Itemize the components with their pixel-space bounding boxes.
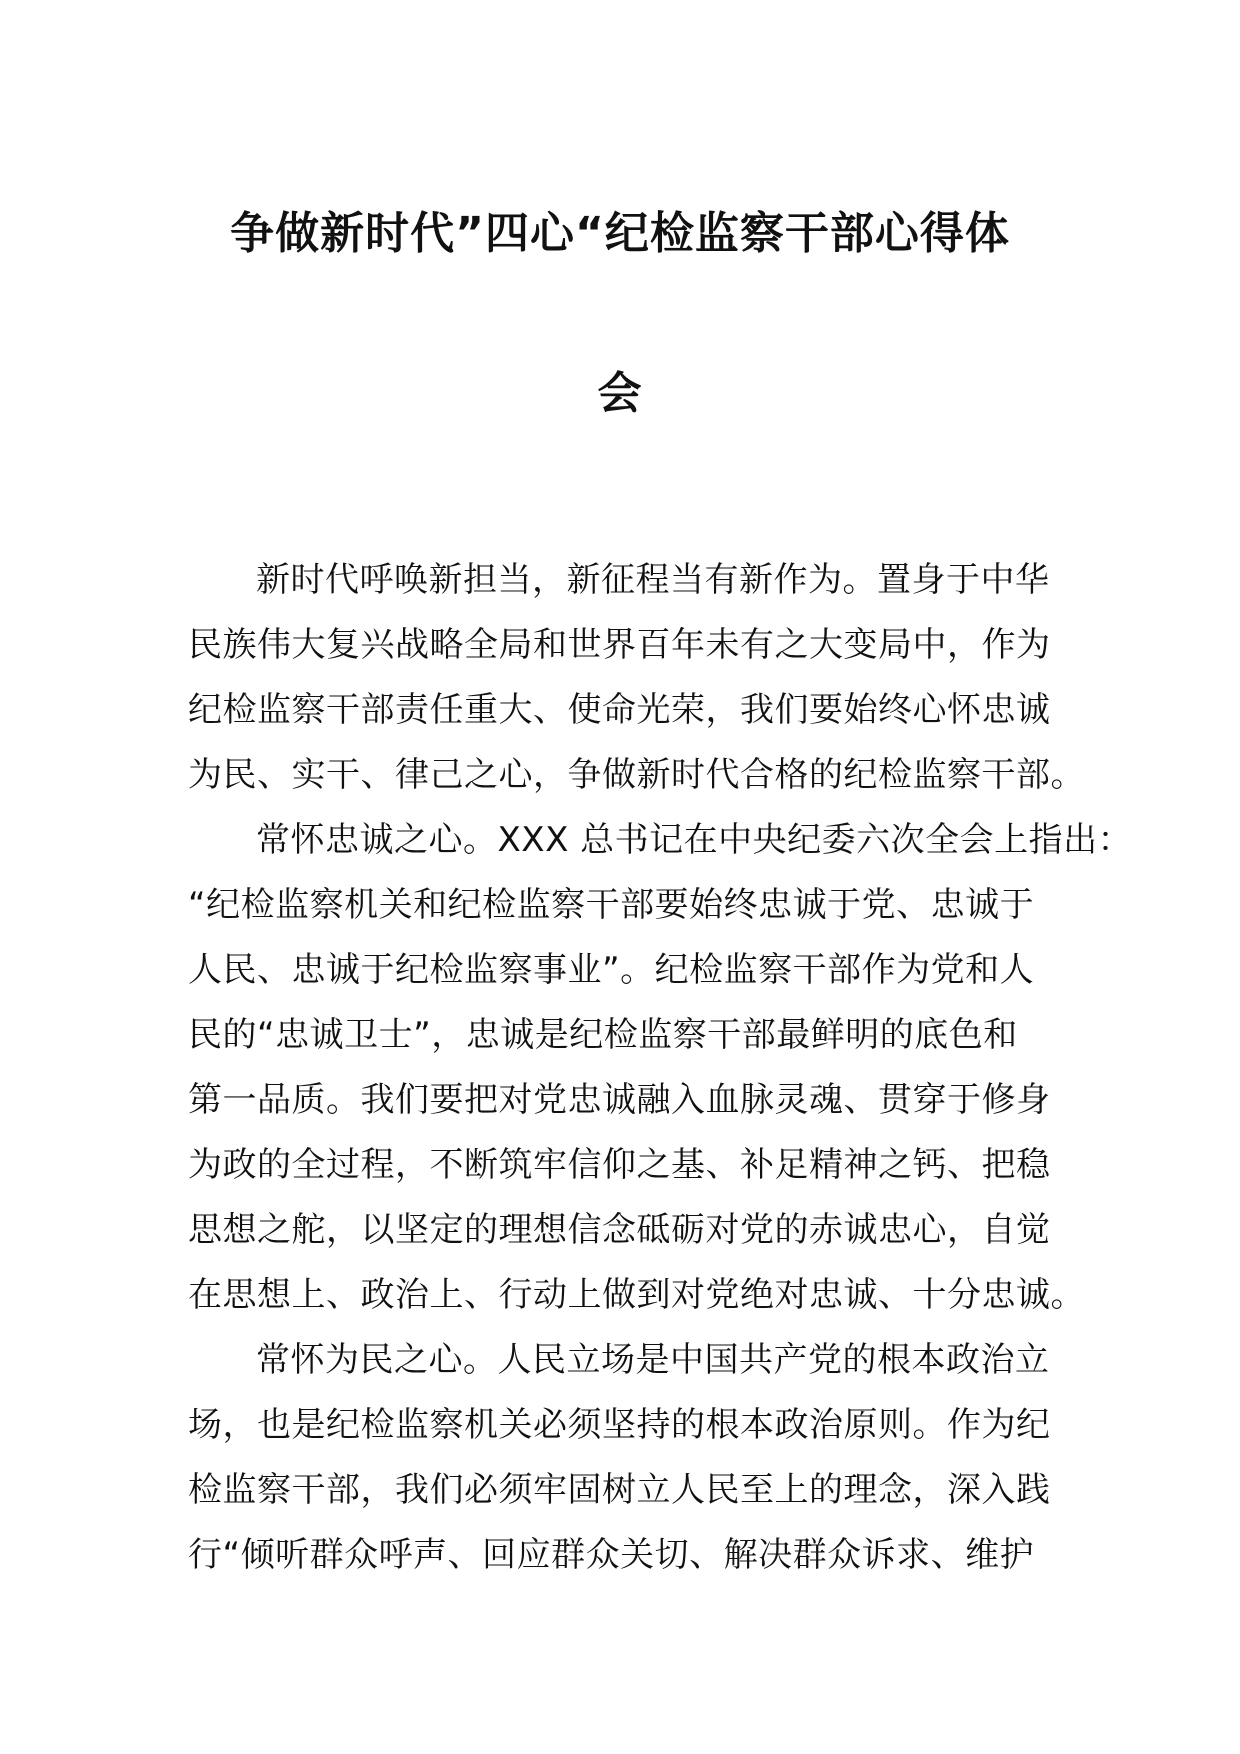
paragraph-3-line-3: 检监察干部，我们必须牢固树立人民至上的理念，深入践 [188,1470,1051,1510]
paragraph-1-line-2: 民族伟大复兴战略全局和世界百年未有之大变局中，作为 [188,625,1051,665]
paragraph-2-line-2: “纪检监察机关和纪检监察干部要始终忠诚于党、忠诚于 [188,885,1035,925]
paragraph-2-line-3: 人民、忠诚于纪检监察事业”。纪检监察干部作为党和人 [188,950,1035,990]
document-title-line-2: 会 [597,368,643,419]
document-body [188,548,1133,1588]
paragraph-1-line-3: 纪检监察干部责任重大、使命光荣，我们要始终心怀忠诚 [188,690,1051,730]
paragraph-2-line-6: 为政的全过程，不断筑牢信仰之基、补足精神之钙、把稳 [188,1145,1051,1185]
paragraph-2-line-5: 第一品质。我们要把对党忠诚融入血脉灵魂、贯穿于修身 [188,1080,1051,1120]
paragraph-2-line-8: 在思想上、政治上、行动上做到对党绝对忠诚、十分忠诚。 [188,1275,1085,1315]
document-title-line-1: 争做新时代”四心“纪检监察干部心得体 [230,208,1010,259]
paragraph-2-line-4: 民的“忠诚卫士”，忠诚是纪检监察干部最鲜明的底色和 [188,1015,1018,1055]
paragraph-1-line-4: 为民、实干、律己之心，争做新时代合格的纪检监察干部。 [188,755,1085,795]
paragraph-2-line-1: 常怀忠诚之心。XXX 总书记在中央纪委六次全会上指出： [256,820,1133,860]
paragraph-3-line-1: 常怀为民之心。人民立场是中国共产党的根本政治立 [256,1340,1050,1380]
paragraph-2-line-7: 思想之舵，以坚定的理想信念砥砺对党的赤诚忠心，自觉 [188,1210,1051,1250]
paragraph-3-line-4: 行“倾听群众呼声、回应群众关切、解决群众诉求、维护 [188,1535,1035,1575]
paragraph-3-line-2: 场，也是纪检监察机关必须坚持的根本政治原则。作为纪 [188,1405,1051,1445]
paragraph-1-line-1: 新时代呼唤新担当，新征程当有新作为。置身于中华 [256,560,1050,600]
